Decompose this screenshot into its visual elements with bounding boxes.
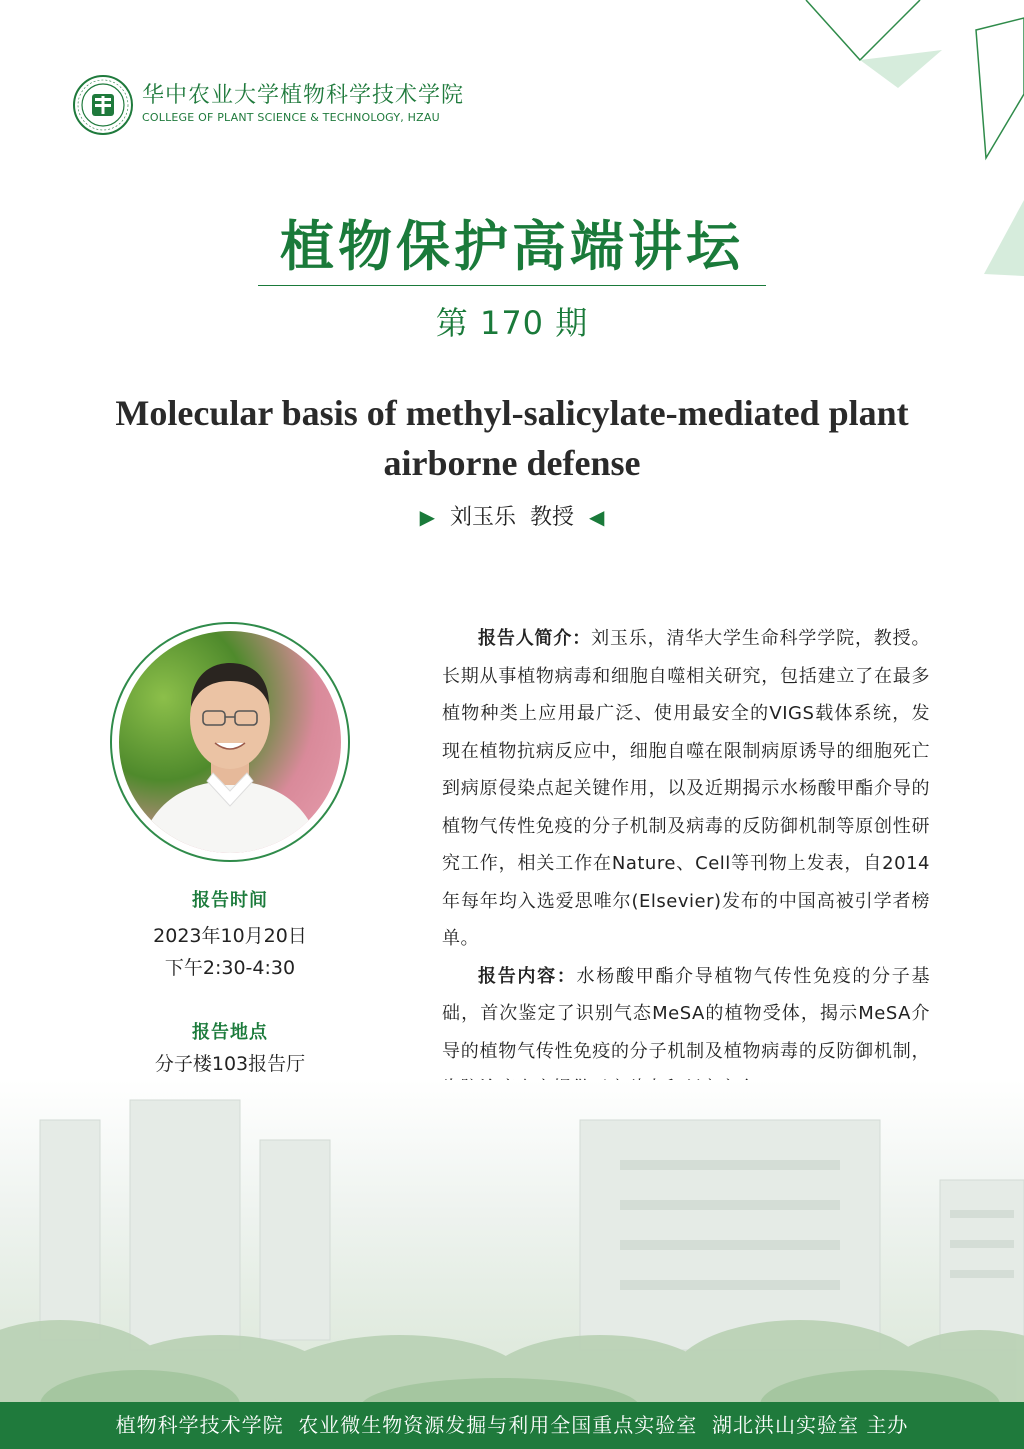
triangle-left-icon: ◀	[589, 505, 605, 529]
issue-number: 第 170 期	[435, 304, 589, 342]
college-name-cn: 华中农业大学植物科学技术学院	[142, 83, 465, 108]
speaker-line	[0, 500, 1024, 531]
time-date: 2023年10月20日	[153, 925, 307, 947]
place-value: 分子楼103报告厅	[154, 1053, 306, 1075]
place-block	[110, 1018, 350, 1080]
title-divider	[258, 285, 766, 286]
time-block	[110, 886, 350, 984]
content-label: 报告内容：	[478, 965, 577, 987]
bio-paragraph	[442, 620, 930, 958]
place-label: 报告地点	[192, 1022, 268, 1043]
organizer-footer: 植物科学技术学院 农业微生物资源发掘与利用全国重点实验室 湖北洪山实验室 主办	[0, 1402, 1024, 1449]
lecture-description	[442, 620, 930, 1108]
speaker-name: 刘玉乐 教授	[450, 505, 574, 530]
speaker-portrait	[119, 631, 341, 853]
campus-background-image	[0, 1080, 1024, 1410]
time-hours: 下午2:30-4:30	[164, 957, 296, 979]
college-name-en: COLLEGE OF PLANT SCIENCE & TECHNOLOGY, HZAU	[142, 111, 440, 124]
lecture-title: Molecular basis of methyl-salicylate-mediated plant airborne defense	[115, 393, 909, 483]
triangle-right-icon: ▶	[419, 505, 435, 529]
bio-text: 刘玉乐，清华大学生命科学学院，教授。长期从事植物病毒和细胞自噬相关研究，包括建立了在最多植物种类上应用最广泛、使用最安全的VIGS载体系统，发现在植物抗病反应中，细胞自噬在限制病原诱导的细胞死亡到病原侵染点起关键作用，以及近期揭示水杨酸甲酯介导的植物气传性免疫的分子机制及病毒的反防御机制等原创性研究工作，相关工作在Nature、Cell等刊物上发表，自2014年每年均入选爱思唯尔(Elsevier)发布的中国高被引学者榜单。	[442, 628, 931, 949]
college-seal-icon	[72, 74, 134, 136]
forum-title: 植物保护高端讲坛	[280, 214, 744, 278]
bio-label: 报告人简介：	[478, 628, 592, 649]
college-logo	[72, 74, 464, 136]
content-text: 水杨酸甲酯介导植物气传性免疫的分子基础，首次鉴定了识别气态MeSA的植物受体，揭示MeSA介导的植物气传性免疫的分子机制及植物病毒的反防御机制，	[442, 965, 931, 1062]
time-label: 报告时间	[192, 890, 268, 911]
